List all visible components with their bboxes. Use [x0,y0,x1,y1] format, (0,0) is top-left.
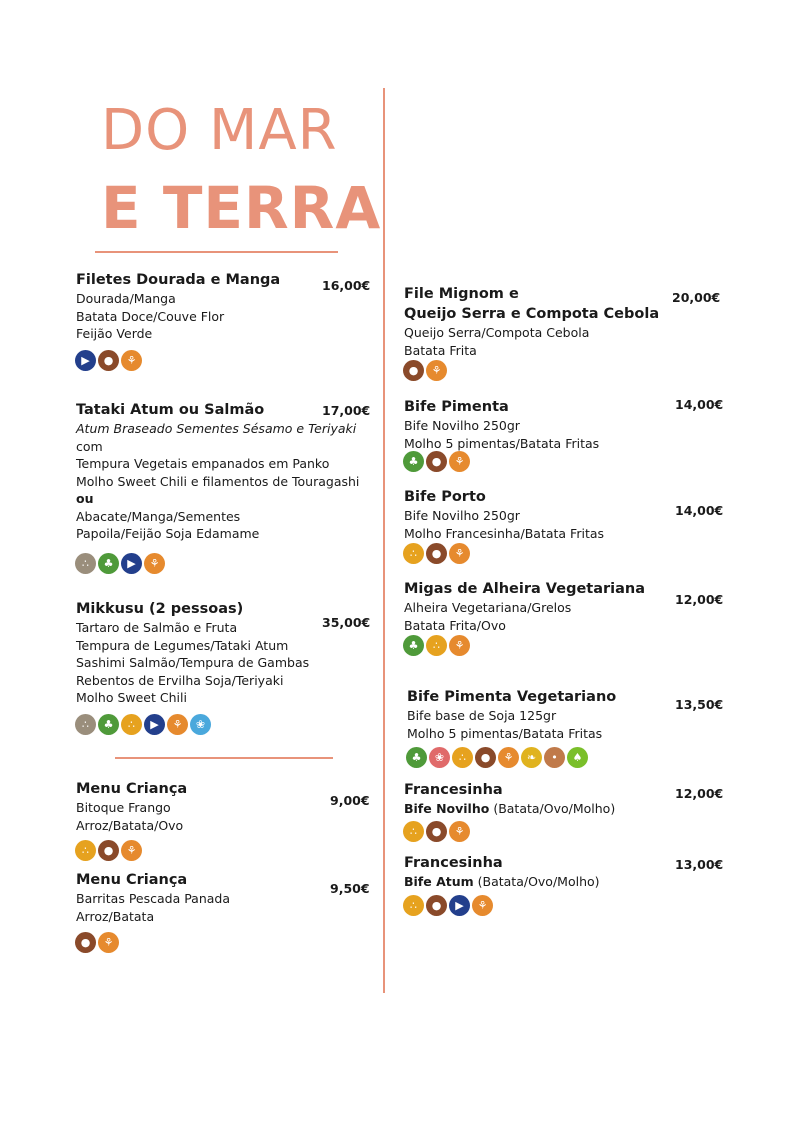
gluten-allergen-icon: ⚘ [121,350,142,371]
egg-allergen-icon: ● [403,360,424,381]
item-description-line: Batata Frita/Ovo [404,617,506,633]
item-name: Menu Criança [76,781,188,797]
item-name: Bife Pimenta Vegetariano [407,689,617,705]
mustard-allergen-icon: ∴ [403,895,424,916]
mushroom-allergen-icon: ♠ [567,747,588,768]
item-name: Filetes Dourada e Manga [76,272,281,288]
allergen-icons [75,714,211,735]
title-underline [95,251,338,253]
menu-item [76,779,366,834]
item-description-line: Molho Sweet Chili e filamentos de Touragashi [76,473,360,489]
menu-item [404,853,694,891]
mustard-allergen-icon: ∴ [403,821,424,842]
item-description-line: Feijão Verde [76,326,153,341]
item-price: 9,00€ [330,793,370,808]
item-description-line: Bife base de Soja 125gr [407,708,557,723]
soy-allergen-icon: ♣ [403,635,424,656]
item-description-line: Abacate/Manga/Sementes [76,508,241,524]
menu-item [404,284,694,359]
sesame-allergen-icon: ∴ [75,553,96,574]
column-divider [383,88,385,993]
item-description-line [404,800,694,818]
allergen-icons [75,840,142,861]
menu-item [76,870,366,925]
gluten-allergen-icon: ⚘ [144,553,165,574]
item-description-text: (Batata/Ovo/Molho) [489,801,616,816]
fish-allergen-icon: ▶ [75,350,96,371]
item-price: 14,00€ [675,503,724,518]
allergen-icons [75,350,142,371]
menu-title-line1: DO MAR [101,98,338,163]
item-name: Tataki Atum ou Salmão [76,402,265,418]
item-description-text: (Batata/Ovo/Molho) [473,874,600,889]
gluten-allergen-icon: ⚘ [472,895,493,916]
item-description-line: Arroz/Batata [76,908,155,924]
menu-item [407,687,697,742]
mustard-allergen-icon: ∴ [426,635,447,656]
sesame-allergen-icon: ∴ [75,714,96,735]
mustard-allergen-icon: ∴ [75,840,96,861]
allergen-icons [403,635,470,656]
item-description-line: Arroz/Batata/Ovo [76,817,184,833]
egg-allergen-icon: ● [475,747,496,768]
fish-allergen-icon: ▶ [449,895,470,916]
item-price: 16,00€ [322,278,371,293]
egg-allergen-icon: ● [426,821,447,842]
allergen-icons [403,895,493,916]
soy-allergen-icon: ♣ [98,553,119,574]
item-price: 14,00€ [675,397,724,412]
item-name: File Mignom e [404,286,519,302]
gluten-allergen-icon: ⚘ [449,635,470,656]
item-price: 12,00€ [675,786,724,801]
menu-item [404,780,694,818]
item-name: Menu Criança [76,872,188,888]
item-description-line: Tartaro de Salmão e Fruta [76,620,238,635]
peanut-allergen-icon: • [544,747,565,768]
mustard-allergen-icon: ∴ [121,714,142,735]
menu-item [76,400,366,543]
egg-allergen-icon: ● [75,932,96,953]
menu-item [404,397,694,452]
item-name: Bife Porto [404,489,486,505]
gluten-allergen-icon: ⚘ [167,714,188,735]
menu-item [404,487,694,542]
allergen-icons [403,543,470,564]
item-name: Migas de Alheira Vegetariana [404,581,646,597]
gluten-allergen-icon: ⚘ [449,543,470,564]
egg-allergen-icon: ● [426,451,447,472]
item-description-line: Batata Doce/Couve Flor [76,308,225,324]
item-description-line: ou [76,491,94,506]
item-name: Bife Pimenta [404,399,509,415]
item-description-line: Bitoque Frango [76,800,171,815]
item-description-line: Barritas Pescada Panada [76,891,231,906]
item-description-line: Rebentos de Ervilha Soja/Teriyaki [76,672,284,688]
item-description-line: com [76,438,103,454]
fish-allergen-icon: ▶ [121,553,142,574]
item-description-line: Queijo Serra/Compota Cebola [404,325,590,340]
section-divider [115,757,333,759]
item-price: 20,00€ [672,290,721,305]
egg-allergen-icon: ● [426,543,447,564]
gluten-allergen-icon: ⚘ [449,451,470,472]
allergen-icons [75,932,119,953]
allergen-icons [403,360,447,381]
gluten-allergen-icon: ⚘ [121,840,142,861]
gluten-allergen-icon: ⚘ [449,821,470,842]
item-name: Francesinha [404,855,503,871]
item-description-line: Molho Sweet Chili [76,690,187,705]
gluten-allergen-icon: ⚘ [98,932,119,953]
soy-allergen-icon: ♣ [98,714,119,735]
item-description-line [404,873,694,891]
menu-title-line2: E TERRA [101,174,382,242]
item-price: 13,00€ [675,857,724,872]
item-description-line: Dourada/Manga [76,291,176,306]
item-price: 12,00€ [675,592,724,607]
item-description-line: Bife Novilho 250gr [404,418,520,433]
item-price: 9,50€ [330,881,370,896]
fish-allergen-icon: ▶ [144,714,165,735]
allergen-icons [403,821,470,842]
celery-allergen-icon: ❀ [429,747,450,768]
item-description-line: Sashimi Salmão/Tempura de Gambas [76,655,310,670]
item-description-line: Molho 5 pimentas/Batata Fritas [404,435,600,451]
item-name: Mikkusu (2 pessoas) [76,601,244,617]
item-price: 35,00€ [322,615,371,630]
lupin-allergen-icon: ❧ [521,747,542,768]
item-description-line: Tempura de Legumes/Tataki Atum [76,637,289,653]
mustard-allergen-icon: ∴ [403,543,424,564]
mustard-allergen-icon: ∴ [452,747,473,768]
menu-item [404,579,694,634]
egg-allergen-icon: ● [98,840,119,861]
allergen-icons [403,451,470,472]
gluten-allergen-icon: ⚘ [426,360,447,381]
egg-allergen-icon: ● [98,350,119,371]
item-description-line: Batata Frita [404,342,477,358]
soy-allergen-icon: ♣ [406,747,427,768]
egg-allergen-icon: ● [426,895,447,916]
allergen-icons [406,747,588,768]
item-description-bold: Bife Novilho [404,801,490,816]
crustacean-allergen-icon: ❀ [190,714,211,735]
item-description-line: Molho Francesinha/Batata Fritas [404,525,605,541]
item-description-bold: Bife Atum [404,874,474,889]
item-description-line: Bife Novilho 250gr [404,508,520,523]
gluten-allergen-icon: ⚘ [498,747,519,768]
item-description-line: Alheira Vegetariana/Grelos [404,600,572,615]
soy-allergen-icon: ♣ [403,451,424,472]
item-description-line: Atum Braseado Sementes Sésamo e Teriyaki [76,421,357,436]
item-price: 17,00€ [322,403,371,418]
item-description-line: Molho 5 pimentas/Batata Fritas [407,725,603,741]
item-description-line: Tempura Vegetais empanados em Panko [76,456,330,471]
item-description-line: Papoila/Feijão Soja Edamame [76,526,260,541]
item-name-line2: Queijo Serra e Compota Cebola [404,306,660,322]
item-price: 13,50€ [675,697,724,712]
allergen-icons [75,553,165,574]
item-name: Francesinha [404,782,503,798]
